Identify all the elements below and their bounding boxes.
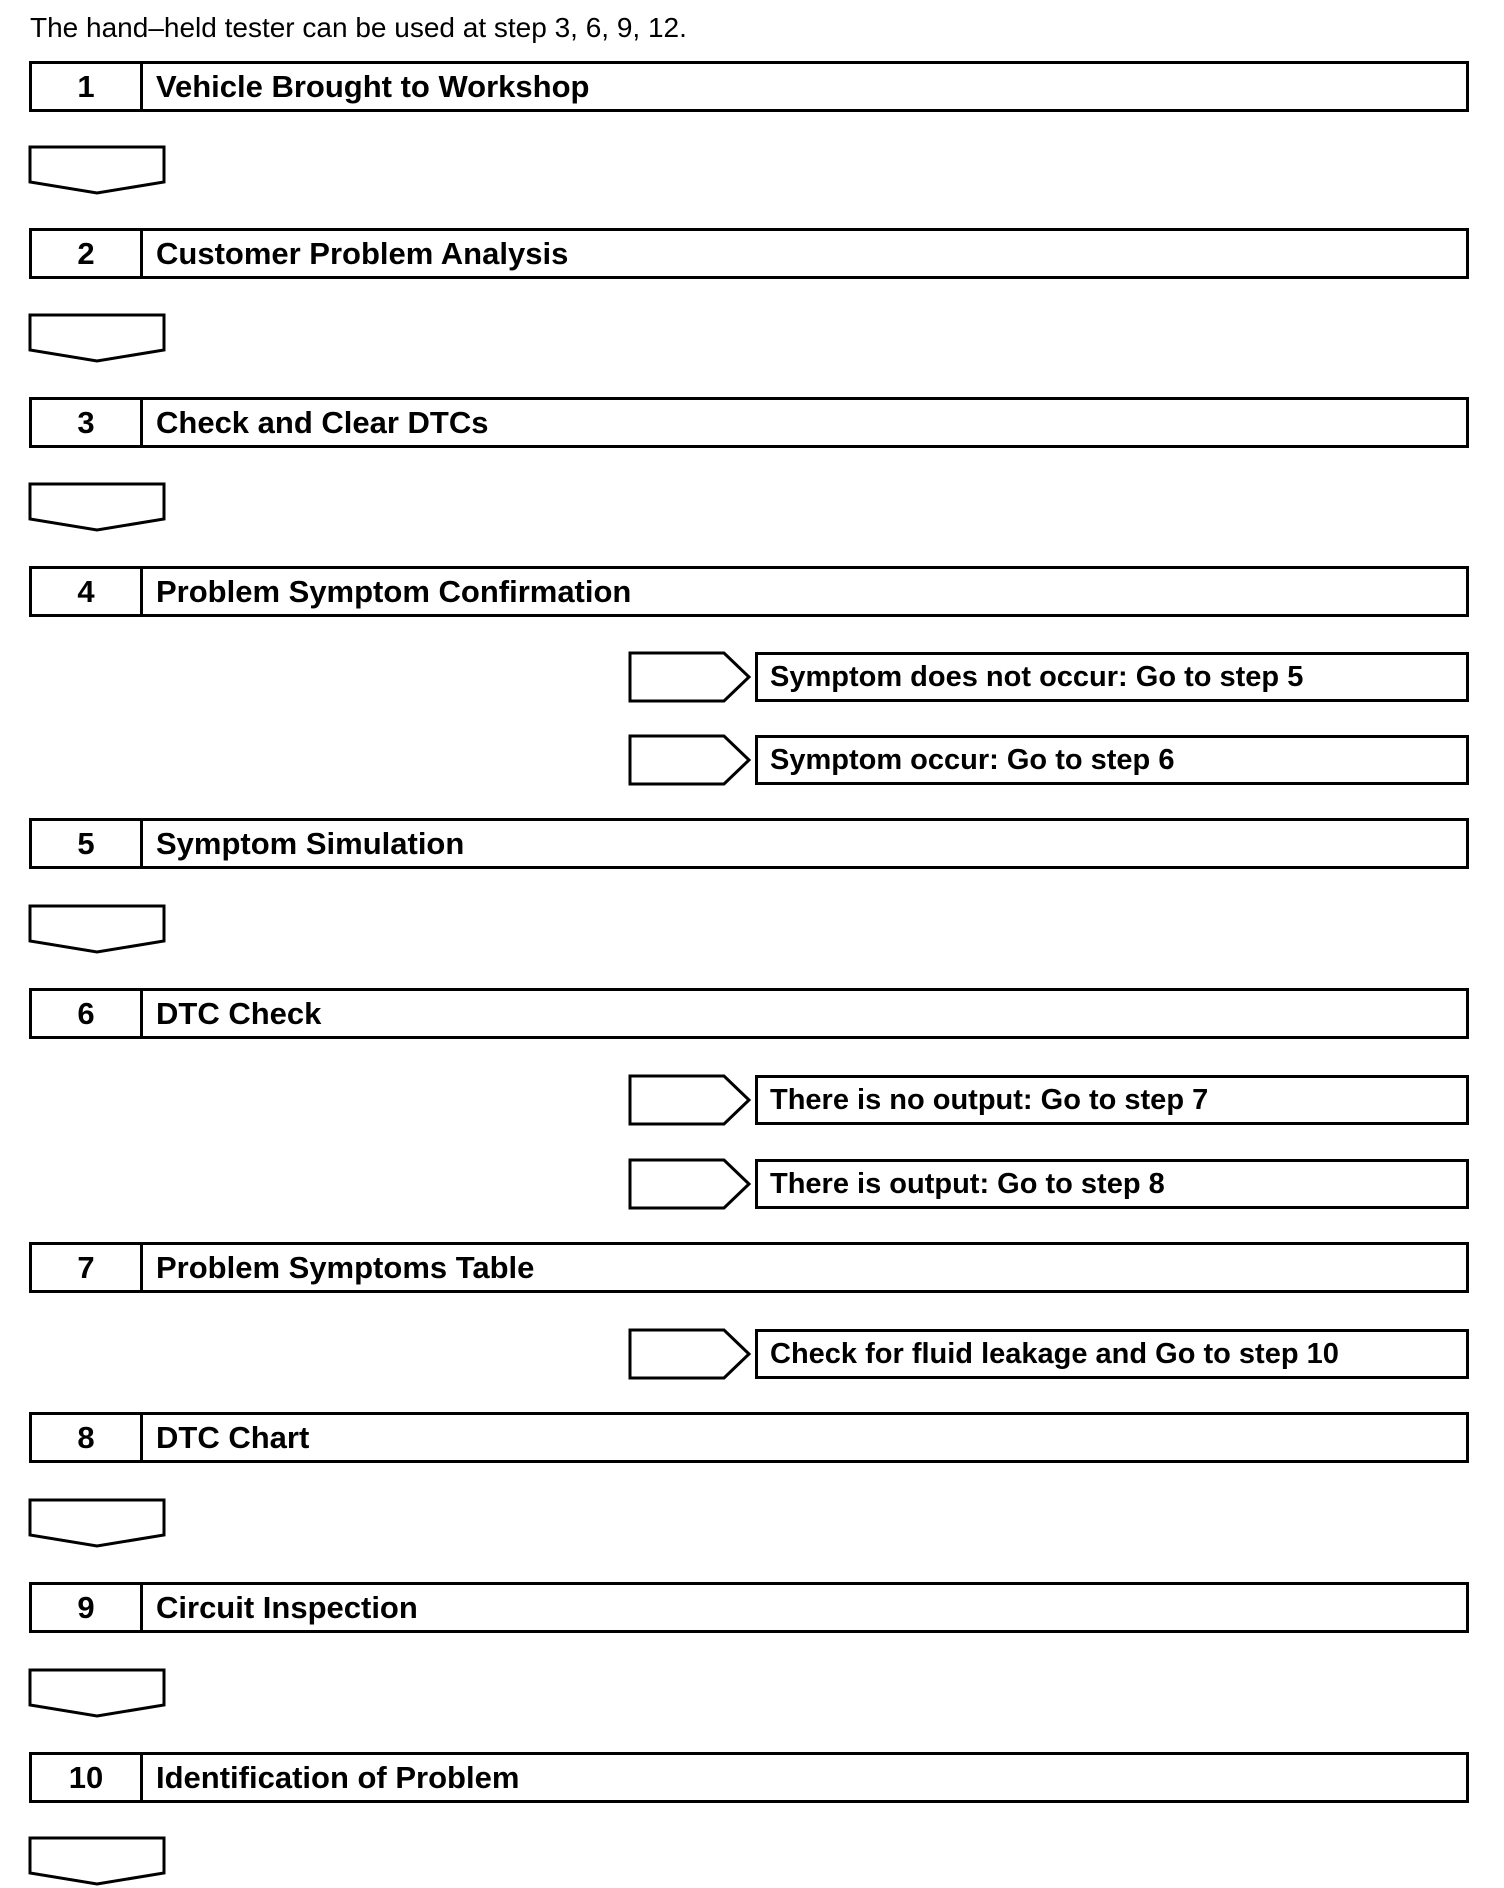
step-1-box <box>29 61 1469 112</box>
step-9-box <box>29 1582 1469 1633</box>
step-5-box <box>29 818 1469 869</box>
step-4-box <box>29 566 1469 617</box>
step-number: 4 <box>32 569 143 614</box>
step-2-box <box>29 228 1469 279</box>
result-box: Symptom occur: Go to step 6 <box>755 735 1469 785</box>
step-title: Problem Symptoms Table <box>156 1249 535 1285</box>
down-arrow-icon <box>28 1498 166 1548</box>
step-title: Check and Clear DTCs <box>156 404 489 440</box>
right-arrow-icon <box>628 734 752 786</box>
result-box: There is no output: Go to step 7 <box>755 1075 1469 1125</box>
step-number: 8 <box>32 1415 143 1460</box>
step-number: 9 <box>32 1585 143 1630</box>
down-arrow-icon <box>28 1836 166 1886</box>
down-arrow-icon <box>28 482 166 532</box>
right-arrow-icon <box>628 1328 752 1380</box>
step-title: Circuit Inspection <box>156 1589 418 1625</box>
step-8-box <box>29 1412 1469 1463</box>
down-arrow-icon <box>28 313 166 363</box>
step-title: Identification of Problem <box>156 1759 520 1795</box>
step-number: 3 <box>32 400 143 445</box>
down-arrow-icon <box>28 145 166 195</box>
step-3-box <box>29 397 1469 448</box>
step-title: Symptom Simulation <box>156 825 465 861</box>
step-title: Vehicle Brought to Workshop <box>156 68 590 104</box>
right-arrow-icon <box>628 651 752 703</box>
step-title: DTC Chart <box>156 1419 310 1455</box>
down-arrow-icon <box>28 1668 166 1718</box>
right-arrow-icon <box>628 1074 752 1126</box>
step-number: 5 <box>32 821 143 866</box>
step-number: 10 <box>32 1755 143 1800</box>
step-title: Customer Problem Analysis <box>156 235 569 271</box>
step-title: Problem Symptom Confirmation <box>156 573 632 609</box>
step-number: 7 <box>32 1245 143 1290</box>
intro-note: The hand–held tester can be used at step 3, 6, 9, 12. <box>30 12 687 43</box>
down-arrow-icon <box>28 904 166 954</box>
result-box: Check for fluid leakage and Go to step 10 <box>755 1329 1469 1379</box>
step-number: 6 <box>32 991 143 1036</box>
step-7-box <box>29 1242 1469 1293</box>
right-arrow-icon <box>628 1158 752 1210</box>
result-box: There is output: Go to step 8 <box>755 1159 1469 1209</box>
step-title: DTC Check <box>156 995 322 1031</box>
step-number: 1 <box>32 64 143 109</box>
step-number: 2 <box>32 231 143 276</box>
step-10-box <box>29 1752 1469 1803</box>
step-6-box <box>29 988 1469 1039</box>
result-box: Symptom does not occur: Go to step 5 <box>755 652 1469 702</box>
